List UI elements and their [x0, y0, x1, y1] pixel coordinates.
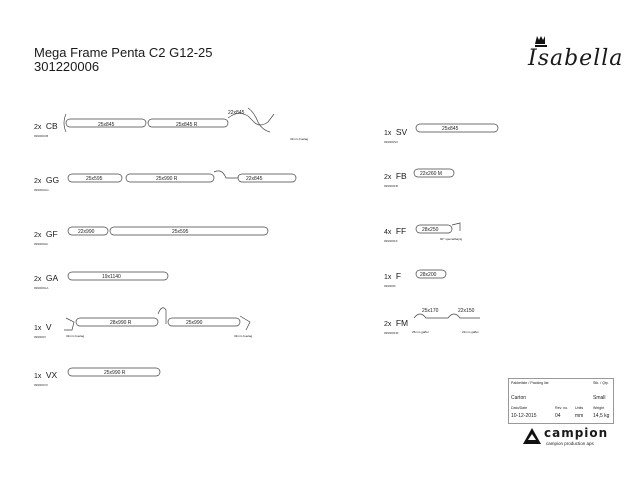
part-code: GF — [45, 229, 58, 239]
units-label: Units — [575, 406, 584, 410]
part-number: 999000FB — [384, 184, 398, 188]
rev-label: Rev. no. — [555, 406, 569, 410]
gf-label-2: 25x595 — [172, 229, 189, 235]
date-value: 10-12-2015 — [511, 413, 537, 419]
mountain-icon — [522, 426, 542, 446]
fm-shape — [414, 314, 480, 318]
part-fb — [384, 166, 407, 188]
v-tube-2 — [168, 318, 240, 326]
cb-note: 32mm buelag — [290, 137, 309, 141]
vx-label-1: 25x990 R — [104, 370, 126, 376]
part-v — [34, 317, 52, 339]
part-code: FB — [395, 171, 407, 181]
fb-label-1: 22x260 M — [420, 171, 442, 177]
ff-bend — [452, 223, 460, 231]
part-number: 999000GF — [34, 242, 49, 246]
ga-label-1: 19x1140 — [102, 274, 121, 280]
gg-bend — [214, 171, 238, 178]
part-sv — [384, 122, 407, 144]
gf-tube-2 — [110, 227, 268, 235]
cb-label-2: 25x845 R — [176, 122, 198, 128]
fm-label-2: 22x150 — [458, 308, 475, 314]
campion-wordmark: campion — [544, 426, 609, 440]
f-label-1: 28x200 — [420, 272, 437, 278]
campion-tagline: campion production aps — [546, 441, 594, 446]
fm-label-1: 25x170 — [422, 308, 439, 314]
part-code: VX — [45, 370, 58, 380]
ff-note: 90° specialbøjng — [440, 237, 463, 241]
part-qty: 1x — [384, 274, 392, 281]
campion-logo — [522, 426, 617, 456]
part-qty: 1x — [34, 325, 42, 332]
part-code: GA — [45, 273, 59, 283]
part-code: V — [45, 322, 52, 332]
part-ff — [384, 221, 406, 243]
part-vx — [34, 365, 57, 387]
qty-value: Small — [593, 395, 606, 401]
part-ga — [34, 268, 58, 290]
gg-label-2: 25x990 R — [156, 176, 178, 182]
part-code: GG — [45, 175, 60, 185]
part-number: 999000CB — [34, 134, 49, 138]
packing-label: Pakkeliste / Packing list — [511, 381, 549, 385]
part-qty: 2x — [34, 178, 42, 185]
packing-value: Carton — [511, 395, 527, 401]
cb-label-1: 25x845 — [98, 122, 115, 128]
part-qty: 4x — [384, 229, 392, 236]
part-code: F — [395, 271, 402, 281]
part-number: 999000VX — [34, 383, 49, 387]
part-code: SV — [395, 127, 408, 137]
gf-label-1: 22x990 — [78, 229, 95, 235]
part-number: 999000V — [34, 335, 47, 339]
part-number: 999000GG — [34, 188, 49, 192]
part-qty: 2x — [384, 321, 392, 328]
part-number: 999000FF — [384, 239, 398, 243]
v-note-left: 32mm buelag — [66, 334, 85, 338]
weight-label: Weight — [593, 406, 605, 410]
part-code: FF — [395, 226, 407, 236]
ff-label-1: 28x250 — [422, 227, 439, 233]
v-end-left — [64, 318, 74, 330]
info-box — [508, 378, 614, 424]
fm-note-left: 25mm gaffel — [412, 330, 429, 334]
date-label: Dato/Date — [511, 406, 528, 410]
v-label-1: 28x990 R — [110, 320, 132, 326]
part-qty: 2x — [34, 232, 42, 239]
qty-label: Stk. / Qty. — [593, 381, 609, 385]
part-number: 999000GA — [34, 286, 49, 290]
part-qty: 2x — [34, 276, 42, 283]
part-gf — [34, 224, 58, 246]
part-number: 999000F — [384, 284, 396, 288]
part-qty: 1x — [34, 373, 42, 380]
v-joint — [158, 308, 166, 324]
part-qty: 1x — [384, 130, 392, 137]
part-qty: 2x — [384, 174, 392, 181]
weight-value: 14,5 kg — [593, 413, 610, 419]
part-fm — [384, 313, 408, 335]
fm-note-right: 22mm gaffel — [462, 330, 479, 334]
part-code: FM — [395, 318, 409, 328]
part-code: CB — [45, 121, 58, 131]
logo-wordmark: Isabella — [528, 46, 624, 71]
part-number: 999000FM — [384, 331, 399, 335]
part-number: 999000SV — [384, 140, 399, 144]
cb-bend-2 — [248, 108, 270, 132]
gg-label-1: 25x595 — [86, 176, 103, 182]
units-value: mm — [575, 413, 584, 419]
part-gg — [34, 170, 59, 192]
part-f — [384, 266, 401, 288]
v-end-right — [240, 316, 250, 330]
document-number: 301220006 — [34, 59, 100, 74]
v-label-2: 25x990 — [186, 320, 203, 326]
part-qty: 2x — [34, 124, 42, 131]
v-note-right: 32mm buelag — [234, 334, 253, 338]
document-title: Mega Frame Penta C2 G12-25 — [34, 45, 213, 60]
sv-label-1: 25x845 — [442, 126, 459, 132]
gg-label-3: 22x845 — [246, 176, 263, 182]
cb-label-3: 22x845 — [228, 110, 245, 116]
part-cb — [34, 116, 58, 138]
rev-value: 04 — [555, 413, 561, 419]
